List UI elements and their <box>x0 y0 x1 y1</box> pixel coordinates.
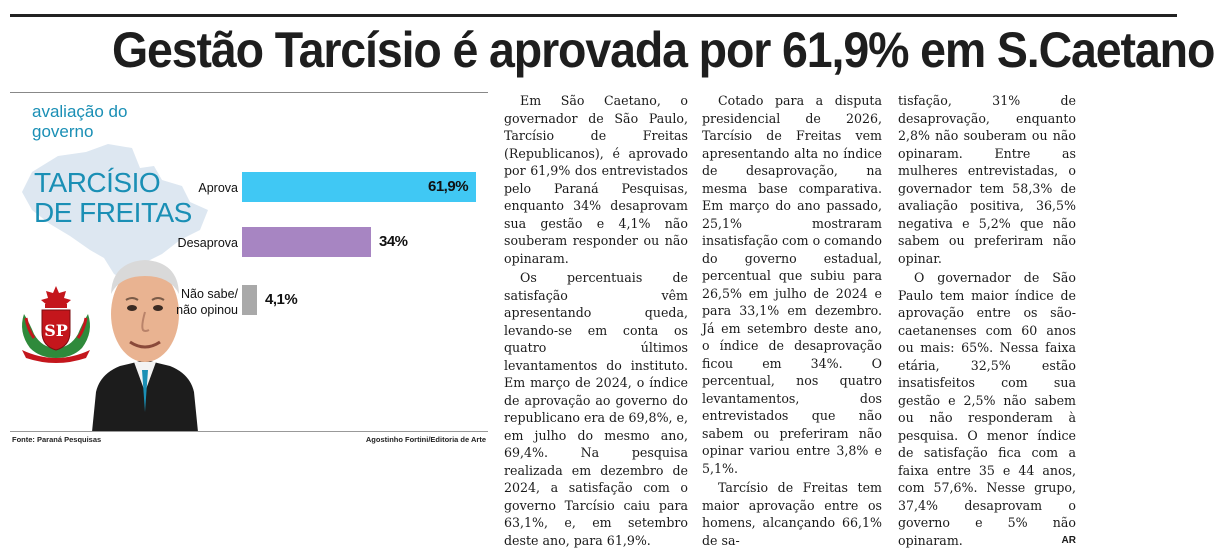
paragraph <box>898 269 1076 549</box>
art-credit: Agostinho Fortini/Editoria de Arte <box>366 435 486 445</box>
category-label-approve: Aprova <box>170 180 238 196</box>
top-rule <box>10 14 1177 17</box>
politician-name <box>34 168 194 228</box>
value-label-unknown: 4,1% <box>265 285 297 315</box>
value-label-disapprove: 34% <box>379 227 408 257</box>
category-label-unknown: Não sabe/ não opinou <box>170 286 238 318</box>
name-line-2: DE FREITAS <box>34 198 194 228</box>
sao-paulo-coat-of-arms-icon <box>16 284 96 364</box>
paragraph: Tarcísio de Freitas tem maior aprovação entre os homens, alcançando 66,1% de sa- <box>702 479 882 549</box>
svg-text:SP: SP <box>44 321 68 340</box>
bar-unknown <box>242 285 257 315</box>
category-label-disapprove: Desaprova <box>170 235 238 251</box>
source-credit: Fonte: Paraná Pesquisas <box>12 435 101 445</box>
paragraph: tisfação, 31% de desaprovação, enquanto 2,8% não souberam ou não opinaram. Entre as mulheres entrevistadas, o governador tem 58,3% de avaliação positiva, 36,5% negativa e 5,2% que não sabem ou preferiram não opinar. <box>898 92 1076 267</box>
name-line-1: TARCÍSIO <box>34 168 194 198</box>
governor-caricature-icon <box>90 242 200 432</box>
headline: Gestão Tarcísio é aprovada por 61,9% em S.Caetano <box>112 22 1107 78</box>
paragraph: Em São Caetano, o governador de São Paulo, Tarcísio de Freitas (Republicanos), é aprovado por 61,9% dos entrevistados pelo Paraná Pesquisas, enquanto 34% desaprovam sua gestão e 4,1% não souberam responder ou não opinaram. <box>504 92 688 267</box>
article-column-3 <box>898 92 1076 452</box>
paragraph-text: O governador de São Paulo tem maior índice de aprovação entre os são-caetanenses com 60 anos ou mais: 65%. Nessa faixa etária, 32,5% estão insatisfeitos com sua gestão e 2,5% não sabem ou não responderam à pesquisa. O menor índice de satisfação fica com a faixa entre 35 e 44 anos, com 57,6%. Nesse grupo, 37,4% desaprovam o governo e 5% não opinaram. <box>898 270 1076 548</box>
paragraph: Cotado para a disputa presidencial de 2026, Tarcísio de Freitas vem apresentando alta no índice de desaprovação, na mesma base comparativa. Em março do ano passado, 25,1% mostraram insatisfação com o comando do governo estadual, percentual que subiu para 26,5% em julho de 2024 e para 33,1% em dezembro. Já em setembro deste ano, o índice de desaprovação ficou em 34%. O percentual, nos quatro levantamentos, dos entrevistados que não sabem ou preferiram não opinar variou entre 3,8% e 5,1%. <box>702 92 882 477</box>
source-divider <box>10 431 488 432</box>
author-signature: AR <box>1046 532 1076 549</box>
bar-disapprove <box>242 227 371 257</box>
value-label-approve: 61,9% <box>428 172 468 202</box>
infographic <box>10 92 488 446</box>
article-column-1 <box>504 92 688 452</box>
section-label: avaliação do governo <box>32 102 172 142</box>
article-column-2 <box>702 92 882 452</box>
infographic-top-line <box>10 92 488 93</box>
paragraph: Os percentuais de satisfação vêm apresentando queda, levando-se em conta os quatro últimos levantamentos do instituto. Em março de 2024, o índice de aprovação ao governo do republicano era de 69,8%, e, em julho do mesmo ano, 69,4%. Na pesquisa realizada em dezembro de 2024, a satisfação com o governo Tarcísio caiu para 63,1%, e, em setembro deste ano, para 61,9%. <box>504 269 688 549</box>
